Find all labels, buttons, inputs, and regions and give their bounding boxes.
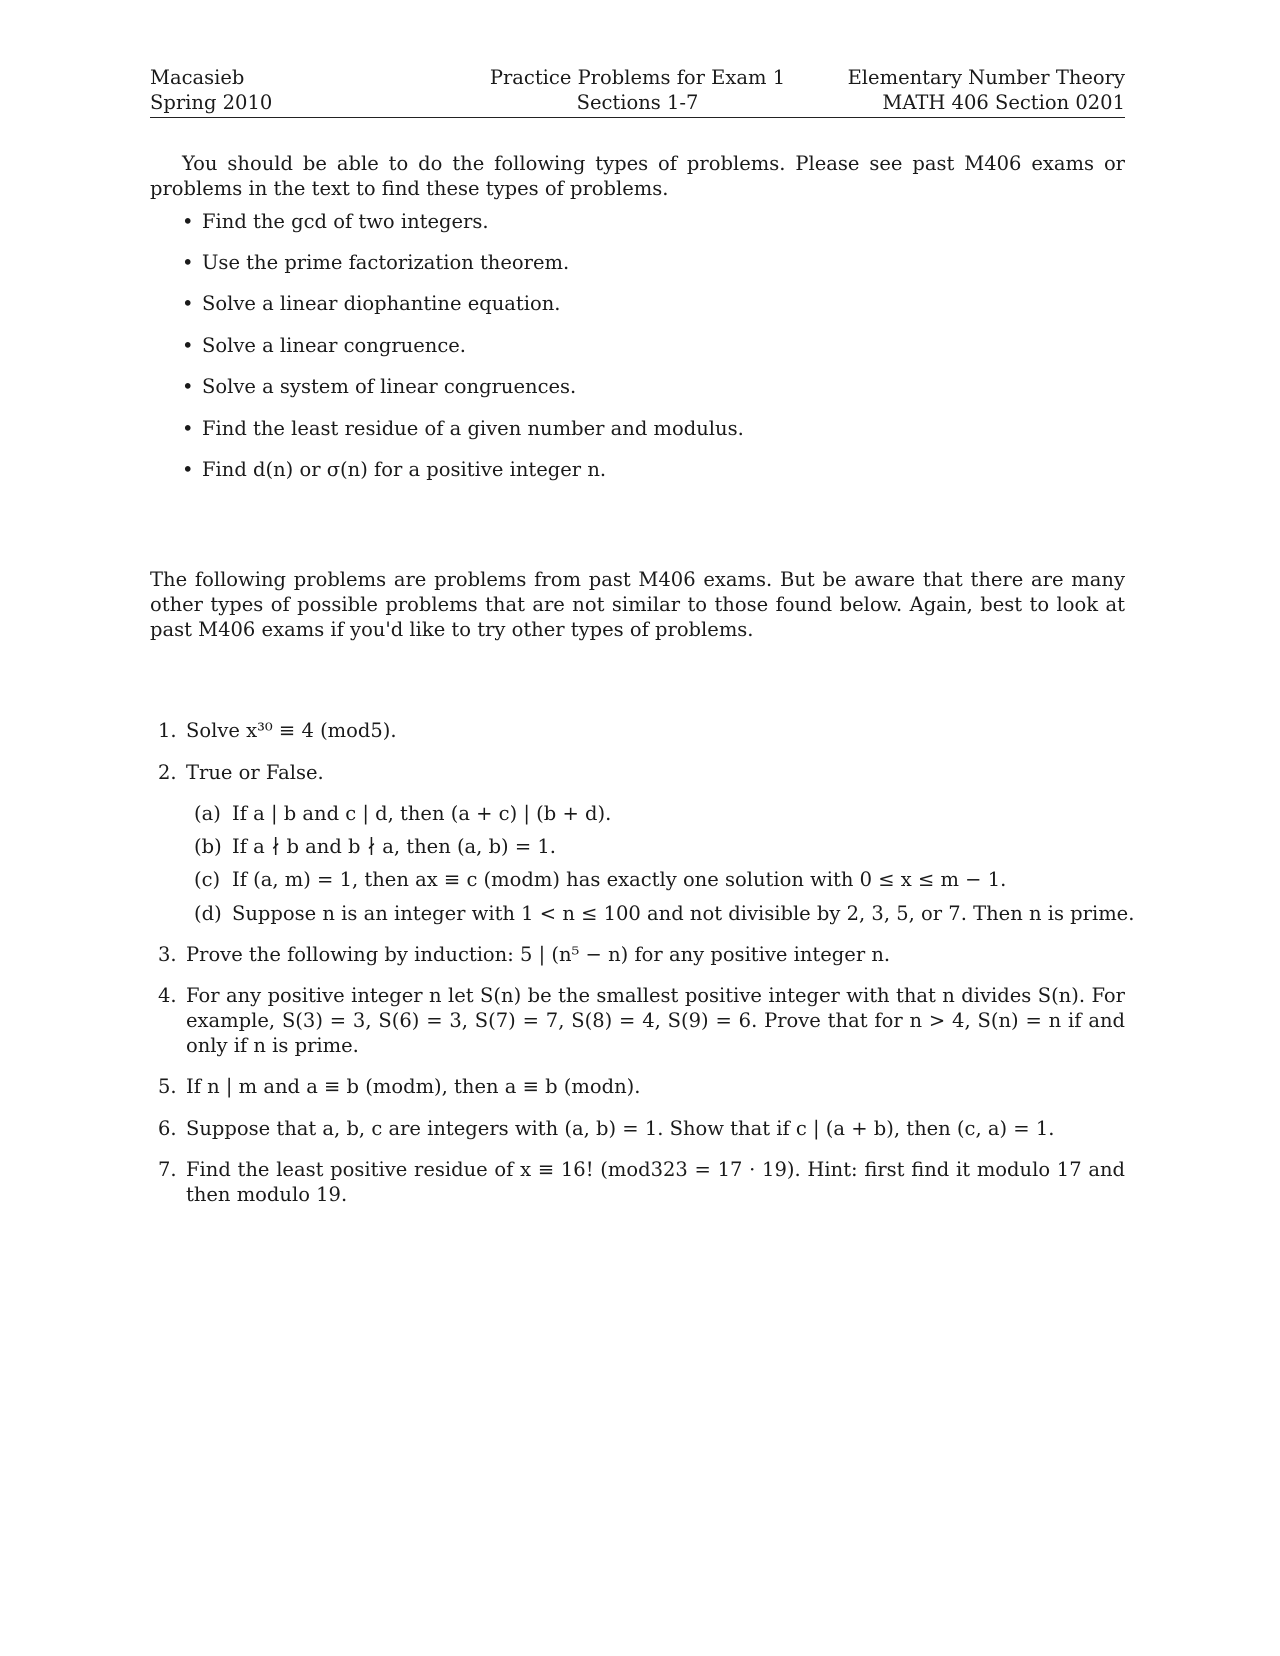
problem-3: 3. Prove the following by induction: 5 | (n⁵ − n) for any positive integer n. [158, 943, 891, 966]
page-header [150, 65, 1125, 118]
problem-1: 1. Solve x³⁰ ≡ 4 (mod5). [158, 719, 397, 742]
problems-intro-paragraph: The following problems are problems from past M406 exams. But be aware that there are many other types of possible problems that are not similar to those found below. Again, best to look at past M406 exams if you'd like to try other types of problems. [150, 568, 1125, 641]
bullet-icon: • [182, 375, 194, 398]
bullet-icon: • [182, 417, 194, 440]
problem-2: 2. True or False. [158, 761, 324, 784]
problem-6: 6. Suppose that a, b, c are integers with (a, b) = 1. Show that if c | (a + b), then (c, a) = 1. [158, 1117, 1055, 1140]
bullet-icon: • [182, 458, 194, 481]
course-section: MATH 406 Section 0201 [882, 91, 1125, 114]
problem-5: 5. If n | m and a ≡ b (modm), then a ≡ b (modn). [158, 1075, 641, 1098]
problem-7: 7. Find the least positive residue of x ≡ 16! (mod323 = 17 · 19). Hint: first find it modulo 17 and then modulo 19. [158, 1158, 1125, 1206]
author-name: Macasieb [150, 66, 245, 89]
intro-paragraph: You should be able to do the following types of problems. Please see past M406 exams or problems in the text to find these types of problems. [150, 152, 1125, 200]
bullet-icon: • [182, 210, 194, 233]
bullet-icon: • [182, 251, 194, 274]
semester: Spring 2010 [150, 91, 273, 114]
header-right [848, 65, 1125, 115]
course-name: Elementary Number Theory [847, 66, 1125, 89]
bullet-icon: • [182, 292, 194, 315]
document-title: Practice Problems for Exam 1 [489, 66, 786, 89]
document-subtitle: Sections 1-7 [576, 91, 699, 114]
bullet-icon: • [182, 334, 194, 357]
problem-4: 4. For any positive integer n let S(n) be the smallest positive integer with that n divides S(n). For example, S(3) = 3, S(6) = 3, S(7) = 7, S(8) = 4, S(9) = 6. Prove that for n > 4, S(n) = n if and only if n is prime. [158, 984, 1125, 1057]
